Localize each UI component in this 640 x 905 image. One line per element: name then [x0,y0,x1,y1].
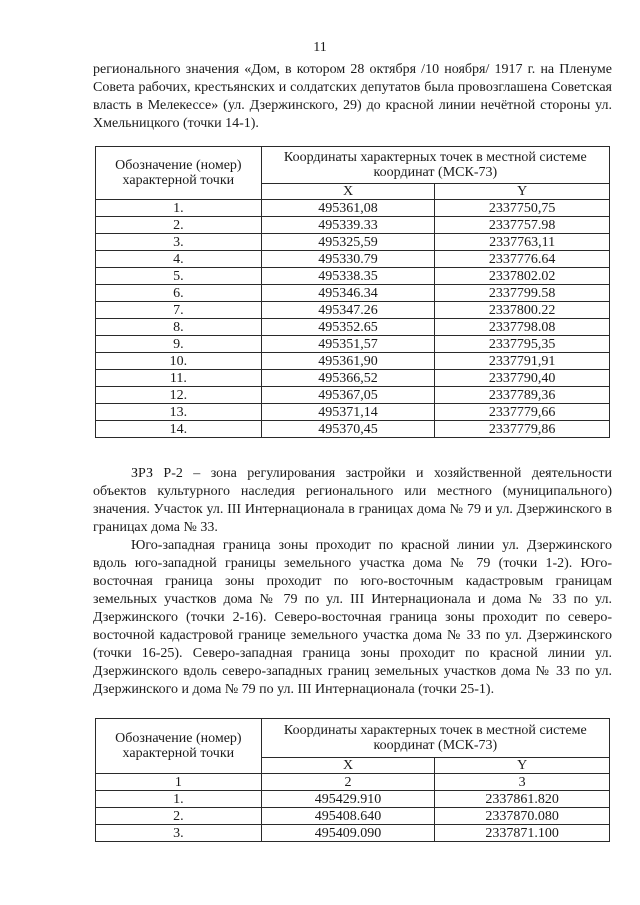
table-row [96,217,610,234]
point-number-cell: 2. [96,217,262,234]
column-number: 2 [261,774,435,791]
point-number-cell: 2. [96,808,262,825]
header-point-id: Обозначение (номер) характерной точки [96,147,262,200]
table-row [96,251,610,268]
point-number-cell: 13. [96,404,262,421]
y-coordinate-cell: 2337779,86 [435,421,610,438]
table2-body [96,791,610,842]
x-coordinate-cell: 495347.26 [261,302,435,319]
y-coordinate-cell: 2337799.58 [435,285,610,302]
point-number-cell: 1. [96,200,262,217]
y-coordinate-cell: 2337763,11 [435,234,610,251]
x-coordinate-cell: 495346.34 [261,285,435,302]
table-row [96,404,610,421]
point-number-cell: 3. [96,234,262,251]
header-y: Y [435,184,610,200]
zrz-paragraph: ЗРЗ Р-2 – зона регулирования застройки и хозяйственной деятельности объектов культурного наследия регионального или местного (муниципального) значения. Участок ул. III Интернационала в границах дома № 79 и ул. Дзержинского в границах дома № 33. [93,466,612,535]
x-coordinate-cell: 495338.35 [261,268,435,285]
header-x: X [261,184,435,200]
y-coordinate-cell: 2337798.08 [435,319,610,336]
header-x: X [261,758,435,774]
y-coordinate-cell: 2337757.98 [435,217,610,234]
table-row [96,825,610,842]
x-coordinate-cell: 495408.640 [261,808,435,825]
x-coordinate-cell: 495330.79 [261,251,435,268]
point-number-cell: 9. [96,336,262,353]
y-coordinate-cell: 2337779,66 [435,404,610,421]
point-number-cell: 1. [96,791,262,808]
boundaries-paragraph: Юго-западная граница зоны проходит по красной линии ул. Дзержинского вдоль юго-западной границы земельного участка дома № 79 (точки 1-2). Юго-восточная граница зоны проходит по юго-восточным кадастровым границам земельных участков дома № 79 по ул. III Интернационала и дома № 33 по ул. Дзержинского (точки 2-16). Северо-восточная граница зоны проходит по северо-восточной кадастровой границе земельного участка дома № 33 по ул. Дзержинского (точки 16-25). Северо-западная граница зоны проходит по красной линии ул. Дзержинского вдоль северо-западных границ земельных участков дома № 33 по ул. Дзержинского и дома № 79 по ул. III Интернационала (точки 25-1). [93,538,612,697]
coordinates-table-2 [95,718,610,842]
table-row [96,353,610,370]
x-coordinate-cell: 495366,52 [261,370,435,387]
table-row [96,808,610,825]
x-coordinate-cell: 495361,90 [261,353,435,370]
point-number-cell: 6. [96,285,262,302]
x-coordinate-cell: 495409.090 [261,825,435,842]
table-row [96,336,610,353]
x-coordinate-cell: 495429.910 [261,791,435,808]
table-row [96,791,610,808]
column-number: 3 [435,774,610,791]
y-coordinate-cell: 2337789,36 [435,387,610,404]
x-coordinate-cell: 495339.33 [261,217,435,234]
x-coordinate-cell: 495367,05 [261,387,435,404]
coordinates-table-1 [95,146,610,438]
table-row [96,387,610,404]
table1-body [96,200,610,438]
table-row [96,370,610,387]
point-number-cell: 12. [96,387,262,404]
table-row [96,234,610,251]
header-coordinates: Координаты характерных точек в местной системе координат (МСК-73) [261,147,609,184]
x-coordinate-cell: 495351,57 [261,336,435,353]
table-row [96,268,610,285]
point-number-cell: 7. [96,302,262,319]
page-number: 11 [313,40,327,55]
y-coordinate-cell: 2337790,40 [435,370,610,387]
y-coordinate-cell: 2337861.820 [435,791,610,808]
x-coordinate-cell: 495325,59 [261,234,435,251]
header-y: Y [435,758,610,774]
table-row [96,200,610,217]
y-coordinate-cell: 2337795,35 [435,336,610,353]
point-number-cell: 5. [96,268,262,285]
point-number-cell: 8. [96,319,262,336]
y-coordinate-cell: 2337802.02 [435,268,610,285]
point-number-cell: 4. [96,251,262,268]
intro-paragraph: регионального значения «Дом, в котором 28 октября /10 ноября/ 1917 г. на Пленуме Совета рабочих, крестьянских и солдатских депутатов была провозглашена Советская власть в Мелекессе» (ул. Дзержинского, 29) до красной линии нечётной стороны ул. Хмельницкого (точки 14-1). [93,62,612,131]
x-coordinate-cell: 495352.65 [261,319,435,336]
x-coordinate-cell: 495371,14 [261,404,435,421]
x-coordinate-cell: 495370,45 [261,421,435,438]
y-coordinate-cell: 2337800.22 [435,302,610,319]
column-number: 1 [96,774,262,791]
point-number-cell: 14. [96,421,262,438]
y-coordinate-cell: 2337750,75 [435,200,610,217]
table-row [96,421,610,438]
table-row [96,302,610,319]
column-number-row [96,774,610,791]
x-coordinate-cell: 495361,08 [261,200,435,217]
header-coordinates: Координаты характерных точек в местной системе координат (МСК-73) [261,719,609,758]
table-row [96,285,610,302]
point-number-cell: 3. [96,825,262,842]
point-number-cell: 11. [96,370,262,387]
y-coordinate-cell: 2337791,91 [435,353,610,370]
header-point-id: Обозначение (номер) характерной точки [96,719,262,774]
y-coordinate-cell: 2337870.080 [435,808,610,825]
y-coordinate-cell: 2337871.100 [435,825,610,842]
y-coordinate-cell: 2337776.64 [435,251,610,268]
table-row [96,319,610,336]
point-number-cell: 10. [96,353,262,370]
